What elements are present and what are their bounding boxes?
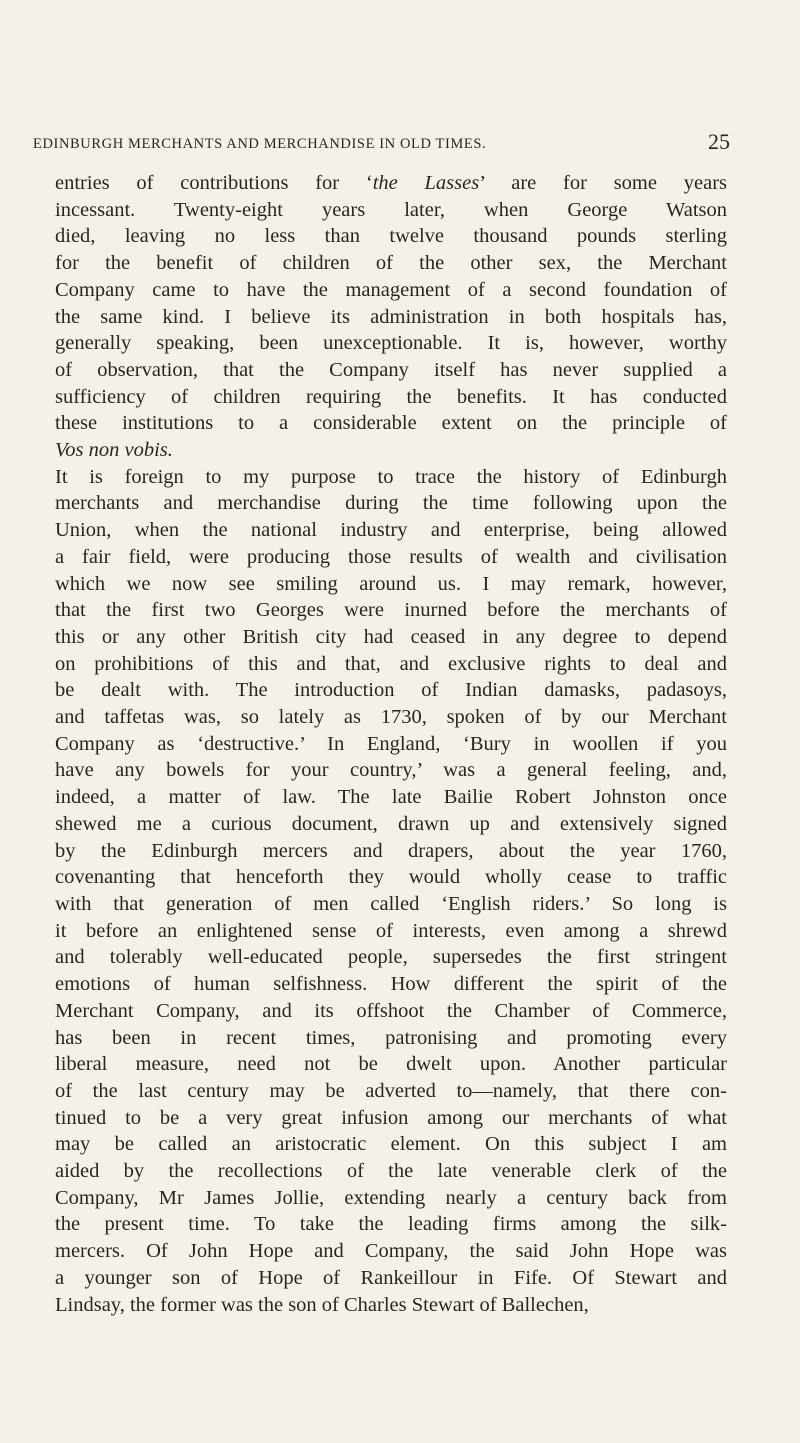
text-line: these institutions to a considerable extent on the principle of [55,412,727,435]
text-line: covenanting that henceforth they would wholly cease to traffic [55,866,727,889]
text-line: a younger son of Hope of Rankeillour in Fife. Of Stewart and [55,1266,727,1289]
text-line: that the first two Georges were inurned before the merchants of [55,599,727,622]
text-line: by the Edinburgh mercers and drapers, about the year 1760, [55,839,727,862]
text-line: on prohibitions of this and that, and exclusive rights to deal and [55,652,727,675]
text-line: with that generation of men called ‘English riders.’ So long is [55,892,727,915]
text-line: the present time. To take the leading firms among the silk- [55,1213,727,1236]
text-line: Vos non vobis. [55,439,173,462]
text-line: this or any other British city had ceased in any degree to depend [55,625,727,648]
text-line: of observation, that the Company itself has never supplied a [55,358,727,381]
text-line: which we now see smiling around us. I may remark, however, [55,572,727,595]
text-line: and tolerably well-educated people, supersedes the first stringent [55,946,727,969]
text-line: liberal measure, need not be dwelt upon. Another particular [55,1053,727,1076]
text-line: Lindsay, the former was the son of Charles Stewart of Ballechen, [55,1293,589,1316]
text-line: tinued to be a very great infusion among our merchants of what [55,1106,727,1129]
text-line: and taffetas was, so lately as 1730, spoken of by our Merchant [55,706,727,729]
running-header [33,128,730,158]
text-line: generally speaking, been unexceptionable. It is, however, worthy [55,332,727,355]
text-line: shewed me a curious document, drawn up and extensively signed [55,812,727,835]
text-line: of the last century may be adverted to—namely, that there con- [55,1079,727,1102]
text-line: emotions of human selfishness. How different the spirit of the [55,973,727,996]
text-line: sufficiency of children requiring the benefits. It has conducted [55,385,727,408]
text-line: has been in recent times, patronising and promoting every [55,1026,727,1049]
text-line: died, leaving no less than twelve thousand pounds sterling [55,225,727,248]
page-number: 25 [708,129,730,154]
text-line: have any bowels for your country,’ was a general feeling, and, [55,759,727,782]
text-line: mercers. Of John Hope and Company, the said John Hope was [55,1240,727,1263]
text-line: the same kind. I believe its administration in both hospitals has, [55,305,727,328]
text-line: indeed, a matter of law. The late Bailie Robert Johnston once [55,786,727,809]
paragraph [55,464,727,1319]
text-line: it before an enlightened sense of interests, even among a shrewd [55,919,727,942]
text-line: may be called an aristocratic element. On this subject I am [55,1133,727,1156]
text-line: entries of contributions for ‘the Lasses’ are for some years [55,172,727,194]
text-line: for the benefit of children of the other sex, the Merchant [55,252,727,275]
text-line: Company, Mr James Jollie, extending nearly a century back from [55,1186,727,1209]
text-line: Union, when the national industry and enterprise, being allowed [55,519,727,542]
running-title: EDINBURGH MERCHANTS AND MERCHANDISE IN OLD TIMES. [33,136,487,152]
text-line: incessant. Twenty-eight years later, when George Watson [55,198,727,221]
text-line: Merchant Company, and its offshoot the Chamber of Commerce, [55,999,727,1022]
text-line: aided by the recollections of the late venerable clerk of the [55,1160,727,1183]
paragraph [55,170,727,464]
text-line: be dealt with. The introduction of Indian damasks, padasoys, [55,679,727,702]
text-line: Company came to have the management of a second foundation of [55,278,727,301]
text-line: It is foreign to my purpose to trace the history of Edinburgh [55,465,727,488]
text-line: merchants and merchandise during the time following upon the [55,492,727,515]
text-line: a fair field, were producing those results of wealth and civilisation [55,545,727,568]
body-text [55,170,727,1318]
text-line: Company as ‘destructive.’ In England, ‘Bury in woollen if you [55,732,727,755]
